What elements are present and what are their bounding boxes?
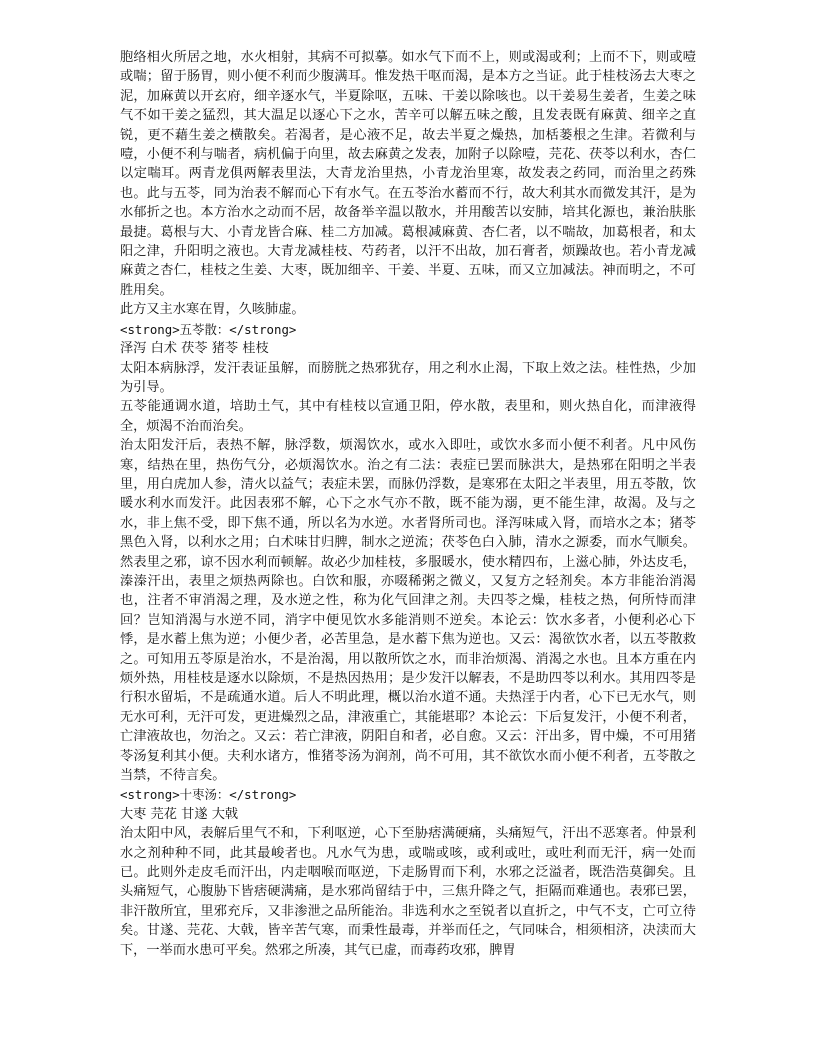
paragraph-shizao-commentary: 治太阳中风，表解后里气不和，下利呕逆，心下至胁痞满硬痛，头痛短气，汗出不恶寒者。仲景利水之剂种种不同，此其最峻者也。凡水气为患，或喘或咳，或利或吐，或吐利而无汗，病一处而已。此则外走皮毛而汗出，内走咽喉而呕逆，下走肠胃而下利，水邪之泛溢者，既浩浩莫御矣。且头痛短气，心腹胁下皆痞硬满痛，是水邪尚留结于中，三焦升降之气，拒隔而难通也。表邪已罢，非汗散所宜，里邪充斥，又非渗泄之品所能治。非选利水之至锐者以直折之，中气不支，亡可立待矣。甘遂、芫花、大戟，皆辛苦气寒，而秉性最毒，并举而任之，气同味合，相须相济，决渎而大下，一举而水患可平矣。然邪之所凑，其气已虚，而毒药攻邪，脾胃 xyxy=(120,826,696,958)
paragraph-wuling-function: 五苓能通调水道，培助土气，其中有桂枝以宣通卫阳，停水散，表里和，则火热自化，而津液得全，烦渴不治而治矣。 xyxy=(120,399,696,434)
heading-wuling-san: <strong>五苓散：</strong> xyxy=(120,321,297,337)
heading-shizao-tang: <strong>十枣汤：</strong> xyxy=(120,787,297,803)
document-page xyxy=(120,48,696,960)
paragraph-xiao-qinglong-commentary: 胞络相火所居之地，水火相射，其病不可拟摹。如水气下而不上，则或渴或利；上而不下，则或噎或喘；留于肠胃，则小便不利而少腹满耳。惟发热干呕而渴，是本方之当证。此于桂枝汤去大枣之泥，加麻黄以开玄府，细辛逐水气，半夏除呕，五味、干姜以除咳也。以干姜易生姜者，生姜之味气不如干姜之猛烈，其大温足以逐心下之水，苦辛可以解五味之酸，且发表既有麻黄、细辛之直锐，更不藉生姜之横散矣。若渴者，是心液不足，故去半夏之燥热，加栝蒌根之生津。若微利与噎，小便不利与喘者，病机偏于向里，故去麻黄之发表，加附子以除噎，芫花、茯苓以利水，杏仁以定喘耳。两青龙俱两解表里法，大青龙治里热，小青龙治里寒，故发表之药同，而治里之药殊也。此与五苓，同为治表不解而心下有水气。在五苓治水蓄而不行，故大利其水而微发其汗，是为水郁折之也。本方治水之动而不居，故备举辛温以散水，并用酸苦以安肺，培其化源也，兼治肤胀最捷。葛根与大、小青龙皆合麻、桂二方加减。葛根减麻黄、杏仁者，以不喘故，加葛根者，和太阳之津，升阳明之液也。大青龙减桂枝、芍药者，以汗不出故，加石膏者，烦躁故也。若小青龙减麻黄之杏仁，桂枝之生姜、大枣，既加细辛、干姜、半夏、五味，而又立加减法。神而明之，不可胜用矣。 xyxy=(120,50,696,298)
paragraph-wuling-ingredients: 泽泻 白术 茯苓 猪苓 桂枝 xyxy=(120,341,269,357)
paragraph-shizao-ingredients: 大枣 芫花 甘遂 大戟 xyxy=(120,806,239,822)
paragraph-wuling-commentary: 治太阳发汗后，表热不解，脉浮数，烦渴饮水，或水入即吐，或饮水多而小便不利者。凡中风伤寒，结热在里，热伤气分，必烦渴饮水。治之有二法：表症已罢而脉洪大，是热邪在阳明之半表里，用白虎加人参，清火以益气；表症未罢，而脉仍浮数，是寒邪在太阳之半表里，用五苓散，饮暖水利水而发汗。此因表邪不解，心下之水气亦不散，既不能为溺，更不能生津，故渴。及与之水，非上焦不受，即下焦不通，所以名为水逆。水者肾所司也。泽泻味咸入肾，而培水之本；猪苓黑色入肾，以利水之用；白术味甘归脾，制水之逆流；茯苓色白入肺，清水之源委，而水气顺矣。然表里之邪，谅不因水利而顿解。故必少加桂枝，多服暖水，使水精四布，上滋心肺，外达皮毛，溱溱汗出，表里之烦热两除也。白饮和服，亦啜稀粥之微义，又复方之轻剂矣。本方非能治消渴也，注者不审消渴之理，及水逆之性，称为化气回津之剂。夫四苓之燥，桂枝之热，何所恃而津回？岂知消渴与水逆不同，消字中便见饮水多能消则不逆矣。本论云：饮水多者，小便利必心下悸，是水蓄上焦为逆；小便少者，必苦里急，是水蓄下焦为逆也。又云：渴欲饮水者，以五苓散救之。可知用五苓原是治水，不是治渴，用以散所饮之水，而非治烦渴、消渴之水也。且本方重在内烦外热，用桂枝是逐水以除烦，不是热因热用；是少发汗以解表，不是助四苓以利水。其用四苓是行积水留垢，不是疏通水道。后人不明此理，概以治水道不通。夫热淫于内者，心下已无水气，则无水可利，无汗可发，更进燥烈之品，津液重亡，其能堪耶？本论云：下后复发汗，小便不利者，亡津液故也，勿治之。又云：若亡津液，阴阳自和者，必自愈。又云：汗出多，胃中燥，不可用猪苓汤复利其小便。夫利水诸方，惟猪苓汤为润剂，尚不可用，其不欲饮水而小便不利者，五苓散之当禁，不待言矣。 xyxy=(120,438,696,784)
paragraph-wuling-summary: 太阳本病脉浮，发汗表证虽解，而膀胱之热邪犹存，用之利水止渴，下取上效之法。桂性热，少加为引导。 xyxy=(120,360,696,395)
paragraph-xiao-qinglong-note: 此方又主水寒在胃，久咳肺虚。 xyxy=(120,302,305,318)
